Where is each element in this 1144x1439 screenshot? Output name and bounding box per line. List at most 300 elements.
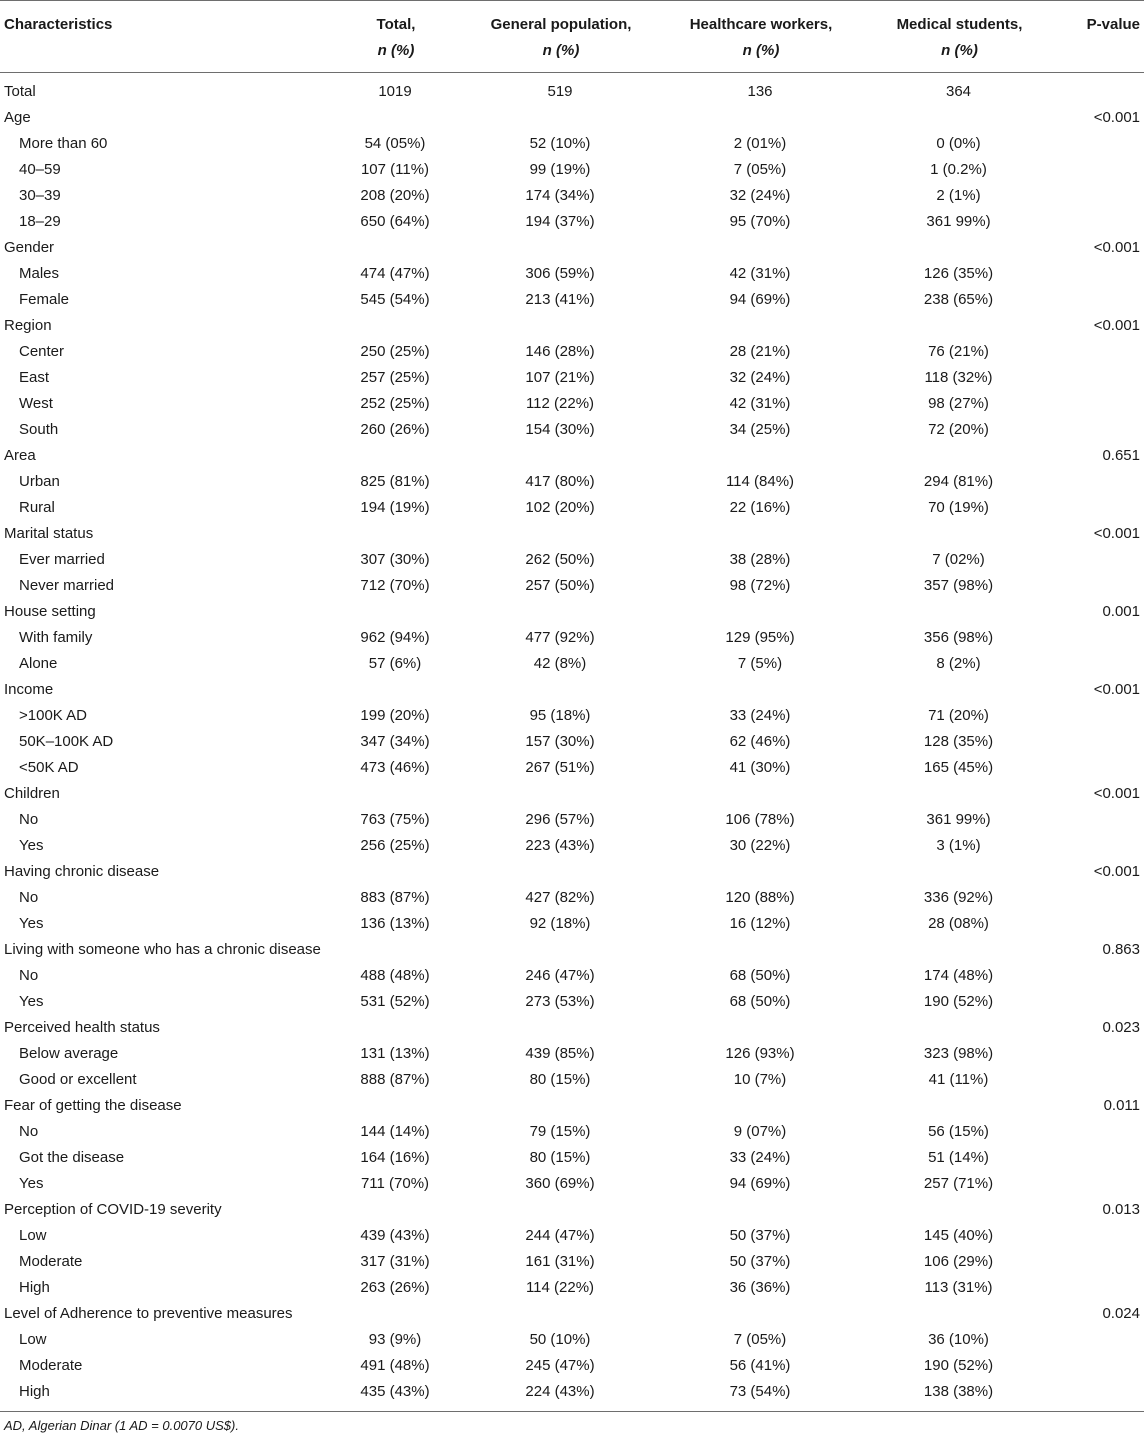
cell-healthcare-workers: [660, 1093, 860, 1119]
cell-healthcare-workers: 30 (22%): [729, 837, 791, 854]
cell-total: 883 (87%): [360, 889, 430, 906]
header-title: Healthcare workers,: [689, 16, 833, 33]
cell-healthcare-workers: [660, 599, 860, 625]
table-row: [0, 1119, 1144, 1145]
cell-medical-students: 323 (98%): [923, 1045, 994, 1062]
group-label: Level of Adherence to preventive measures: [4, 1305, 293, 1322]
table-row: [0, 157, 1144, 183]
cell-medical-students: 56 (15%): [928, 1123, 989, 1140]
cell-healthcare-workers: 114 (84%): [725, 473, 795, 490]
row-label: <50K AD: [19, 759, 79, 776]
cell-p-value: [1057, 1171, 1144, 1197]
cell-general-population: 427 (82%): [525, 889, 595, 906]
cell-healthcare-workers: 41 (30%): [729, 759, 791, 776]
cell-healthcare-workers: [660, 677, 860, 703]
table-body: [0, 73, 1144, 1412]
cell-medical-students: [860, 1301, 1057, 1327]
row-label: 30–39: [19, 187, 61, 204]
cell-p-value: [1057, 261, 1144, 287]
cell-healthcare-workers: 98 (72%): [729, 577, 791, 594]
table-row: [0, 651, 1144, 677]
table-row: [0, 807, 1144, 833]
cell-total: 136 (13%): [360, 915, 430, 932]
header-title: Characteristics: [4, 16, 113, 33]
cell-general-population: 223 (43%): [525, 837, 595, 854]
cell-general-population: 102 (20%): [525, 499, 595, 516]
table-row: [0, 547, 1144, 573]
table-row: [0, 391, 1144, 417]
cell-total: 1019: [378, 83, 412, 100]
cell-total: 488 (48%): [360, 967, 430, 984]
cell-medical-students: 126 (35%): [923, 265, 994, 282]
cell-healthcare-workers: [660, 1015, 860, 1041]
cell-p-value: [1057, 807, 1144, 833]
cell-total: [330, 1015, 460, 1041]
row-label: Rural: [19, 499, 55, 516]
table-row: [0, 703, 1144, 729]
cell-p-value: [1057, 287, 1144, 313]
row-label: Good or excellent: [19, 1071, 137, 1088]
cell-p-value: [1057, 625, 1144, 651]
cell-p-value: <0.001: [1093, 863, 1140, 880]
cell-medical-students: 138 (38%): [860, 1379, 1057, 1412]
table-row: [0, 1145, 1144, 1171]
row-label: Moderate: [19, 1253, 83, 1270]
cell-healthcare-workers: [660, 313, 860, 339]
table-row: [0, 1353, 1144, 1379]
cell-healthcare-workers: 42 (31%): [729, 395, 791, 412]
cell-total: 712 (70%): [360, 577, 430, 594]
row-label: No: [19, 967, 39, 984]
cell-p-value: [1057, 1327, 1144, 1353]
cell-p-value: [1057, 1249, 1144, 1275]
cell-medical-students: 238 (65%): [923, 291, 994, 308]
cell-general-population: [460, 1015, 660, 1041]
cell-medical-students: 2 (1%): [936, 187, 981, 204]
cell-total: 307 (30%): [360, 551, 430, 568]
header-medical-students: [860, 1, 1057, 73]
cell-general-population: [460, 781, 660, 807]
cell-medical-students: 7 (02%): [932, 551, 985, 568]
cell-medical-students: 357 (98%): [923, 577, 994, 594]
cell-general-population: [460, 937, 660, 963]
cell-healthcare-workers: [660, 937, 860, 963]
cell-p-value: [1057, 1119, 1144, 1145]
cell-total: [330, 859, 460, 885]
cell-medical-students: 98 (27%): [928, 395, 989, 412]
cell-total: 825 (81%): [360, 473, 430, 490]
cell-general-population: 112 (22%): [525, 395, 595, 412]
row-label: Low: [19, 1227, 47, 1244]
cell-healthcare-workers: [660, 443, 860, 469]
cell-p-value: 0.651: [1102, 447, 1140, 464]
cell-p-value: [1057, 131, 1144, 157]
cell-general-population: 477 (92%): [525, 629, 595, 646]
group-label: Children: [4, 785, 60, 802]
table-row: [0, 1249, 1144, 1275]
cell-p-value: [1057, 885, 1144, 911]
table-row: [0, 573, 1144, 599]
cell-healthcare-workers: 62 (46%): [729, 733, 791, 750]
table-row: [0, 1275, 1144, 1301]
cell-p-value: 0.024: [1102, 1305, 1140, 1322]
cell-general-population: 273 (53%): [525, 993, 595, 1010]
table-group-row: [0, 599, 1144, 625]
cell-general-population: [460, 105, 660, 131]
row-label: Yes: [19, 837, 44, 854]
table-row: [0, 469, 1144, 495]
cell-general-population: 42 (8%): [533, 655, 587, 672]
cell-healthcare-workers: 9 (07%): [733, 1123, 787, 1140]
cell-p-value: [1057, 1067, 1144, 1093]
cell-medical-students: [860, 313, 1057, 339]
row-label: Yes: [19, 915, 44, 932]
cell-healthcare-workers: 34 (25%): [729, 421, 791, 438]
cell-total: 260 (26%): [360, 421, 430, 438]
cell-healthcare-workers: 33 (24%): [729, 707, 791, 724]
table-row: [0, 365, 1144, 391]
header-title: General population,: [490, 16, 632, 33]
table-row: [0, 287, 1144, 313]
cell-medical-students: 28 (08%): [928, 915, 989, 932]
table-group-row: [0, 521, 1144, 547]
group-label: Having chronic disease: [4, 863, 160, 880]
table-row: [0, 1223, 1144, 1249]
cell-total: 257 (25%): [360, 369, 430, 386]
table-group-row: [0, 443, 1144, 469]
cell-total: 435 (43%): [330, 1379, 460, 1412]
cell-healthcare-workers: [660, 521, 860, 547]
cell-total: 144 (14%): [360, 1123, 430, 1140]
cell-p-value: [1057, 651, 1144, 677]
cell-total: 208 (20%): [360, 187, 430, 204]
cell-p-value: [1057, 911, 1144, 937]
group-label: House setting: [4, 603, 96, 620]
cell-medical-students: 41 (11%): [928, 1071, 989, 1088]
table-row: [0, 417, 1144, 443]
cell-medical-students: 128 (35%): [923, 733, 994, 750]
cell-healthcare-workers: 38 (28%): [729, 551, 791, 568]
cell-total: 711 (70%): [360, 1175, 430, 1192]
row-label: 18–29: [19, 213, 61, 230]
cell-total: [330, 937, 460, 963]
cell-total: 545 (54%): [360, 291, 430, 308]
cell-medical-students: [860, 1093, 1057, 1119]
cell-total: [330, 443, 460, 469]
cell-general-population: 99 (19%): [529, 161, 591, 178]
table-row: [0, 963, 1144, 989]
cell-total: 650 (64%): [360, 213, 430, 230]
cell-healthcare-workers: 22 (16%): [729, 499, 791, 516]
table-row: [0, 833, 1144, 859]
cell-p-value: <0.001: [1093, 317, 1140, 334]
cell-general-population: [460, 599, 660, 625]
cell-healthcare-workers: 28 (21%): [729, 343, 791, 360]
cell-total: 252 (25%): [360, 395, 430, 412]
cell-medical-students: 356 (98%): [923, 629, 994, 646]
cell-general-population: [460, 1197, 660, 1223]
row-label: Moderate: [19, 1357, 83, 1374]
cell-p-value: [1057, 573, 1144, 599]
cell-general-population: 157 (30%): [525, 733, 595, 750]
cell-healthcare-workers: 68 (50%): [729, 993, 791, 1010]
cell-general-population: 224 (43%): [460, 1379, 660, 1412]
cell-medical-students: 361 99%): [926, 811, 991, 828]
cell-healthcare-workers: 94 (69%): [729, 1175, 791, 1192]
cell-general-population: 306 (59%): [525, 265, 595, 282]
row-label: Males: [19, 265, 60, 282]
table-row: [0, 261, 1144, 287]
cell-total: 962 (94%): [360, 629, 430, 646]
table-group-row: [0, 235, 1144, 261]
cell-healthcare-workers: 36 (36%): [729, 1279, 791, 1296]
cell-medical-students: 36 (10%): [928, 1331, 989, 1348]
cell-total: [330, 1301, 460, 1327]
cell-total: 474 (47%): [360, 265, 430, 282]
cell-medical-students: 145 (40%): [923, 1227, 994, 1244]
cell-p-value: [1057, 963, 1144, 989]
cell-medical-students: 165 (45%): [923, 759, 994, 776]
cell-total: [330, 521, 460, 547]
cell-general-population: 246 (47%): [525, 967, 595, 984]
cell-medical-students: [860, 235, 1057, 261]
group-label: Age: [4, 109, 31, 126]
cell-p-value: [1057, 417, 1144, 443]
cell-total: [330, 781, 460, 807]
cell-p-value: [1057, 729, 1144, 755]
row-label: Alone: [19, 655, 58, 672]
cell-p-value: [1057, 1041, 1144, 1067]
cell-general-population: [460, 521, 660, 547]
cell-healthcare-workers: 32 (24%): [729, 369, 791, 386]
row-label: Yes: [19, 993, 44, 1010]
cell-p-value: [1057, 209, 1144, 235]
cell-total: 531 (52%): [360, 993, 430, 1010]
header-subtitle: n (%): [542, 42, 580, 59]
cell-general-population: 245 (47%): [525, 1357, 595, 1374]
cell-p-value: <0.001: [1093, 785, 1140, 802]
header-row: [0, 1, 1144, 73]
table-group-row: [0, 859, 1144, 885]
group-label: Perception of COVID-19 severity: [4, 1201, 222, 1218]
row-label: Below average: [19, 1045, 119, 1062]
cell-medical-students: 70 (19%): [928, 499, 989, 516]
row-label: Yes: [19, 1175, 44, 1192]
row-label: High: [0, 1379, 330, 1412]
row-label: Ever married: [19, 551, 105, 568]
cell-p-value: [1057, 183, 1144, 209]
cell-medical-students: [860, 859, 1057, 885]
cell-general-population: 174 (34%): [525, 187, 595, 204]
group-label: Area: [4, 447, 36, 464]
table-row: [0, 755, 1144, 781]
cell-medical-students: 294 (81%): [923, 473, 994, 490]
cell-general-population: 257 (50%): [525, 577, 595, 594]
table-row: [0, 989, 1144, 1015]
table-group-row: [0, 781, 1144, 807]
cell-total: 256 (25%): [360, 837, 430, 854]
table-footnote: AD, Algerian Dinar (1 AD = 0.0070 US$).: [4, 1418, 239, 1433]
row-label: 50K–100K AD: [19, 733, 114, 750]
cell-healthcare-workers: 129 (95%): [725, 629, 795, 646]
table-row: [0, 1067, 1144, 1093]
cell-general-population: 80 (15%): [529, 1071, 591, 1088]
cell-medical-students: 113 (31%): [924, 1279, 993, 1296]
cell-total: 347 (34%): [360, 733, 430, 750]
cell-total: 57 (6%): [368, 655, 422, 672]
cell-total: 107 (11%): [360, 161, 430, 178]
cell-general-population: [460, 1301, 660, 1327]
cell-medical-students: 336 (92%): [923, 889, 994, 906]
cell-general-population: 146 (28%): [525, 343, 595, 360]
cell-p-value: [1057, 833, 1144, 859]
cell-medical-students: 3 (1%): [936, 837, 981, 854]
cell-total: 250 (25%): [360, 343, 430, 360]
table-row: [0, 1041, 1144, 1067]
table-row: [0, 729, 1144, 755]
cell-total: 317 (31%): [360, 1253, 430, 1270]
row-label: Got the disease: [19, 1149, 125, 1166]
group-label: Marital status: [4, 525, 94, 542]
row-label: Urban: [19, 473, 60, 490]
row-label: West: [19, 395, 53, 412]
cell-medical-students: [860, 443, 1057, 469]
cell-general-population: 50 (10%): [529, 1331, 591, 1348]
cell-healthcare-workers: [660, 1197, 860, 1223]
cell-healthcare-workers: 94 (69%): [729, 291, 791, 308]
cell-medical-students: [860, 599, 1057, 625]
cell-general-population: 80 (15%): [529, 1149, 591, 1166]
cell-p-value: [1057, 1379, 1144, 1412]
row-label: Low: [19, 1331, 47, 1348]
group-label: Perceived health status: [4, 1019, 160, 1036]
cell-total: [330, 599, 460, 625]
cell-total: 164 (16%): [360, 1149, 430, 1166]
cell-total: [330, 677, 460, 703]
table-group-row: [0, 1197, 1144, 1223]
cell-general-population: 95 (18%): [529, 707, 591, 724]
header-general-population: [460, 1, 660, 73]
group-label: Income: [4, 681, 54, 698]
cell-p-value: 0.011: [1103, 1097, 1140, 1114]
cell-general-population: 360 (69%): [525, 1175, 595, 1192]
cell-total: 491 (48%): [360, 1357, 430, 1374]
cell-healthcare-workers: 50 (37%): [729, 1253, 791, 1270]
table-row: [0, 209, 1144, 235]
cell-p-value: [1057, 73, 1144, 106]
cell-total: [330, 1197, 460, 1223]
table-header: [0, 1, 1144, 73]
table-row: [0, 1171, 1144, 1197]
table-row: [0, 495, 1144, 521]
cell-medical-students: 51 (14%): [928, 1149, 989, 1166]
cell-general-population: [460, 235, 660, 261]
cell-medical-students: 8 (2%): [936, 655, 981, 672]
cell-p-value: [1057, 755, 1144, 781]
cell-p-value: <0.001: [1093, 681, 1140, 698]
row-label: With family: [19, 629, 93, 646]
cell-healthcare-workers: 136: [747, 83, 773, 100]
cell-general-population: [460, 1093, 660, 1119]
cell-healthcare-workers: 73 (54%): [660, 1379, 860, 1412]
cell-total: 194 (19%): [360, 499, 430, 516]
cell-general-population: 79 (15%): [529, 1123, 591, 1140]
cell-general-population: 161 (31%): [525, 1253, 595, 1270]
cell-p-value: [1057, 1223, 1144, 1249]
cell-medical-students: [860, 521, 1057, 547]
cell-medical-students: 190 (52%): [923, 993, 994, 1010]
table-row: [0, 885, 1144, 911]
table-group-row: [0, 313, 1144, 339]
header-subtitle: n (%): [941, 42, 978, 59]
cell-medical-students: 106 (29%): [923, 1253, 994, 1270]
header-p-value: [1057, 1, 1144, 73]
cell-p-value: [1057, 1353, 1144, 1379]
cell-general-population: [460, 313, 660, 339]
cell-healthcare-workers: 10 (7%): [733, 1071, 787, 1088]
cell-general-population: 244 (47%): [525, 1227, 595, 1244]
row-label: Center: [19, 343, 65, 360]
cell-medical-students: 72 (20%): [928, 421, 989, 438]
group-label: Region: [4, 317, 52, 334]
row-label: East: [19, 369, 50, 386]
group-label: Living with someone who has a chronic disease: [4, 941, 321, 958]
row-label: Never married: [19, 577, 115, 594]
row-label: No: [19, 1123, 39, 1140]
table-group-row: [0, 105, 1144, 131]
cell-p-value: <0.001: [1093, 109, 1140, 126]
cell-medical-students: [860, 105, 1057, 131]
cell-medical-students: 76 (21%): [928, 343, 989, 360]
cell-general-population: [460, 859, 660, 885]
table-group-row: [0, 1093, 1144, 1119]
cell-medical-students: 257 (71%): [923, 1175, 994, 1192]
cell-total: 199 (20%): [360, 707, 430, 724]
row-label: High: [19, 1279, 50, 1296]
cell-general-population: 213 (41%): [525, 291, 595, 308]
header-subtitle: n (%): [742, 42, 780, 59]
table-row: [0, 339, 1144, 365]
cell-medical-students: [860, 677, 1057, 703]
cell-p-value: 0.013: [1102, 1201, 1140, 1218]
cell-healthcare-workers: 120 (88%): [725, 889, 795, 906]
group-label: Fear of getting the disease: [4, 1097, 182, 1114]
cell-general-population: 262 (50%): [525, 551, 595, 568]
cell-p-value: [1057, 495, 1144, 521]
cell-medical-students: 174 (48%): [923, 967, 994, 984]
table-row: [0, 131, 1144, 157]
cell-medical-students: 361 99%): [926, 213, 991, 230]
header-characteristics: [0, 1, 330, 73]
cell-p-value: <0.001: [1093, 239, 1140, 256]
cell-healthcare-workers: [660, 235, 860, 261]
cell-p-value: [1057, 391, 1144, 417]
cell-general-population: 194 (37%): [525, 213, 595, 230]
cell-healthcare-workers: 126 (93%): [725, 1045, 795, 1062]
cell-healthcare-workers: 2 (01%): [733, 135, 787, 152]
cell-healthcare-workers: 106 (78%): [725, 811, 795, 828]
cell-total: 263 (26%): [360, 1279, 430, 1296]
header-title: Total,: [376, 16, 416, 33]
table-row: [0, 1379, 1144, 1412]
cell-medical-students: 364: [945, 83, 972, 100]
cell-general-population: 107 (21%): [525, 369, 595, 386]
row-label: No: [19, 889, 39, 906]
cell-healthcare-workers: 33 (24%): [729, 1149, 791, 1166]
cell-healthcare-workers: 56 (41%): [729, 1357, 791, 1374]
table-group-row: [0, 1301, 1144, 1327]
cell-general-population: 296 (57%): [525, 811, 595, 828]
